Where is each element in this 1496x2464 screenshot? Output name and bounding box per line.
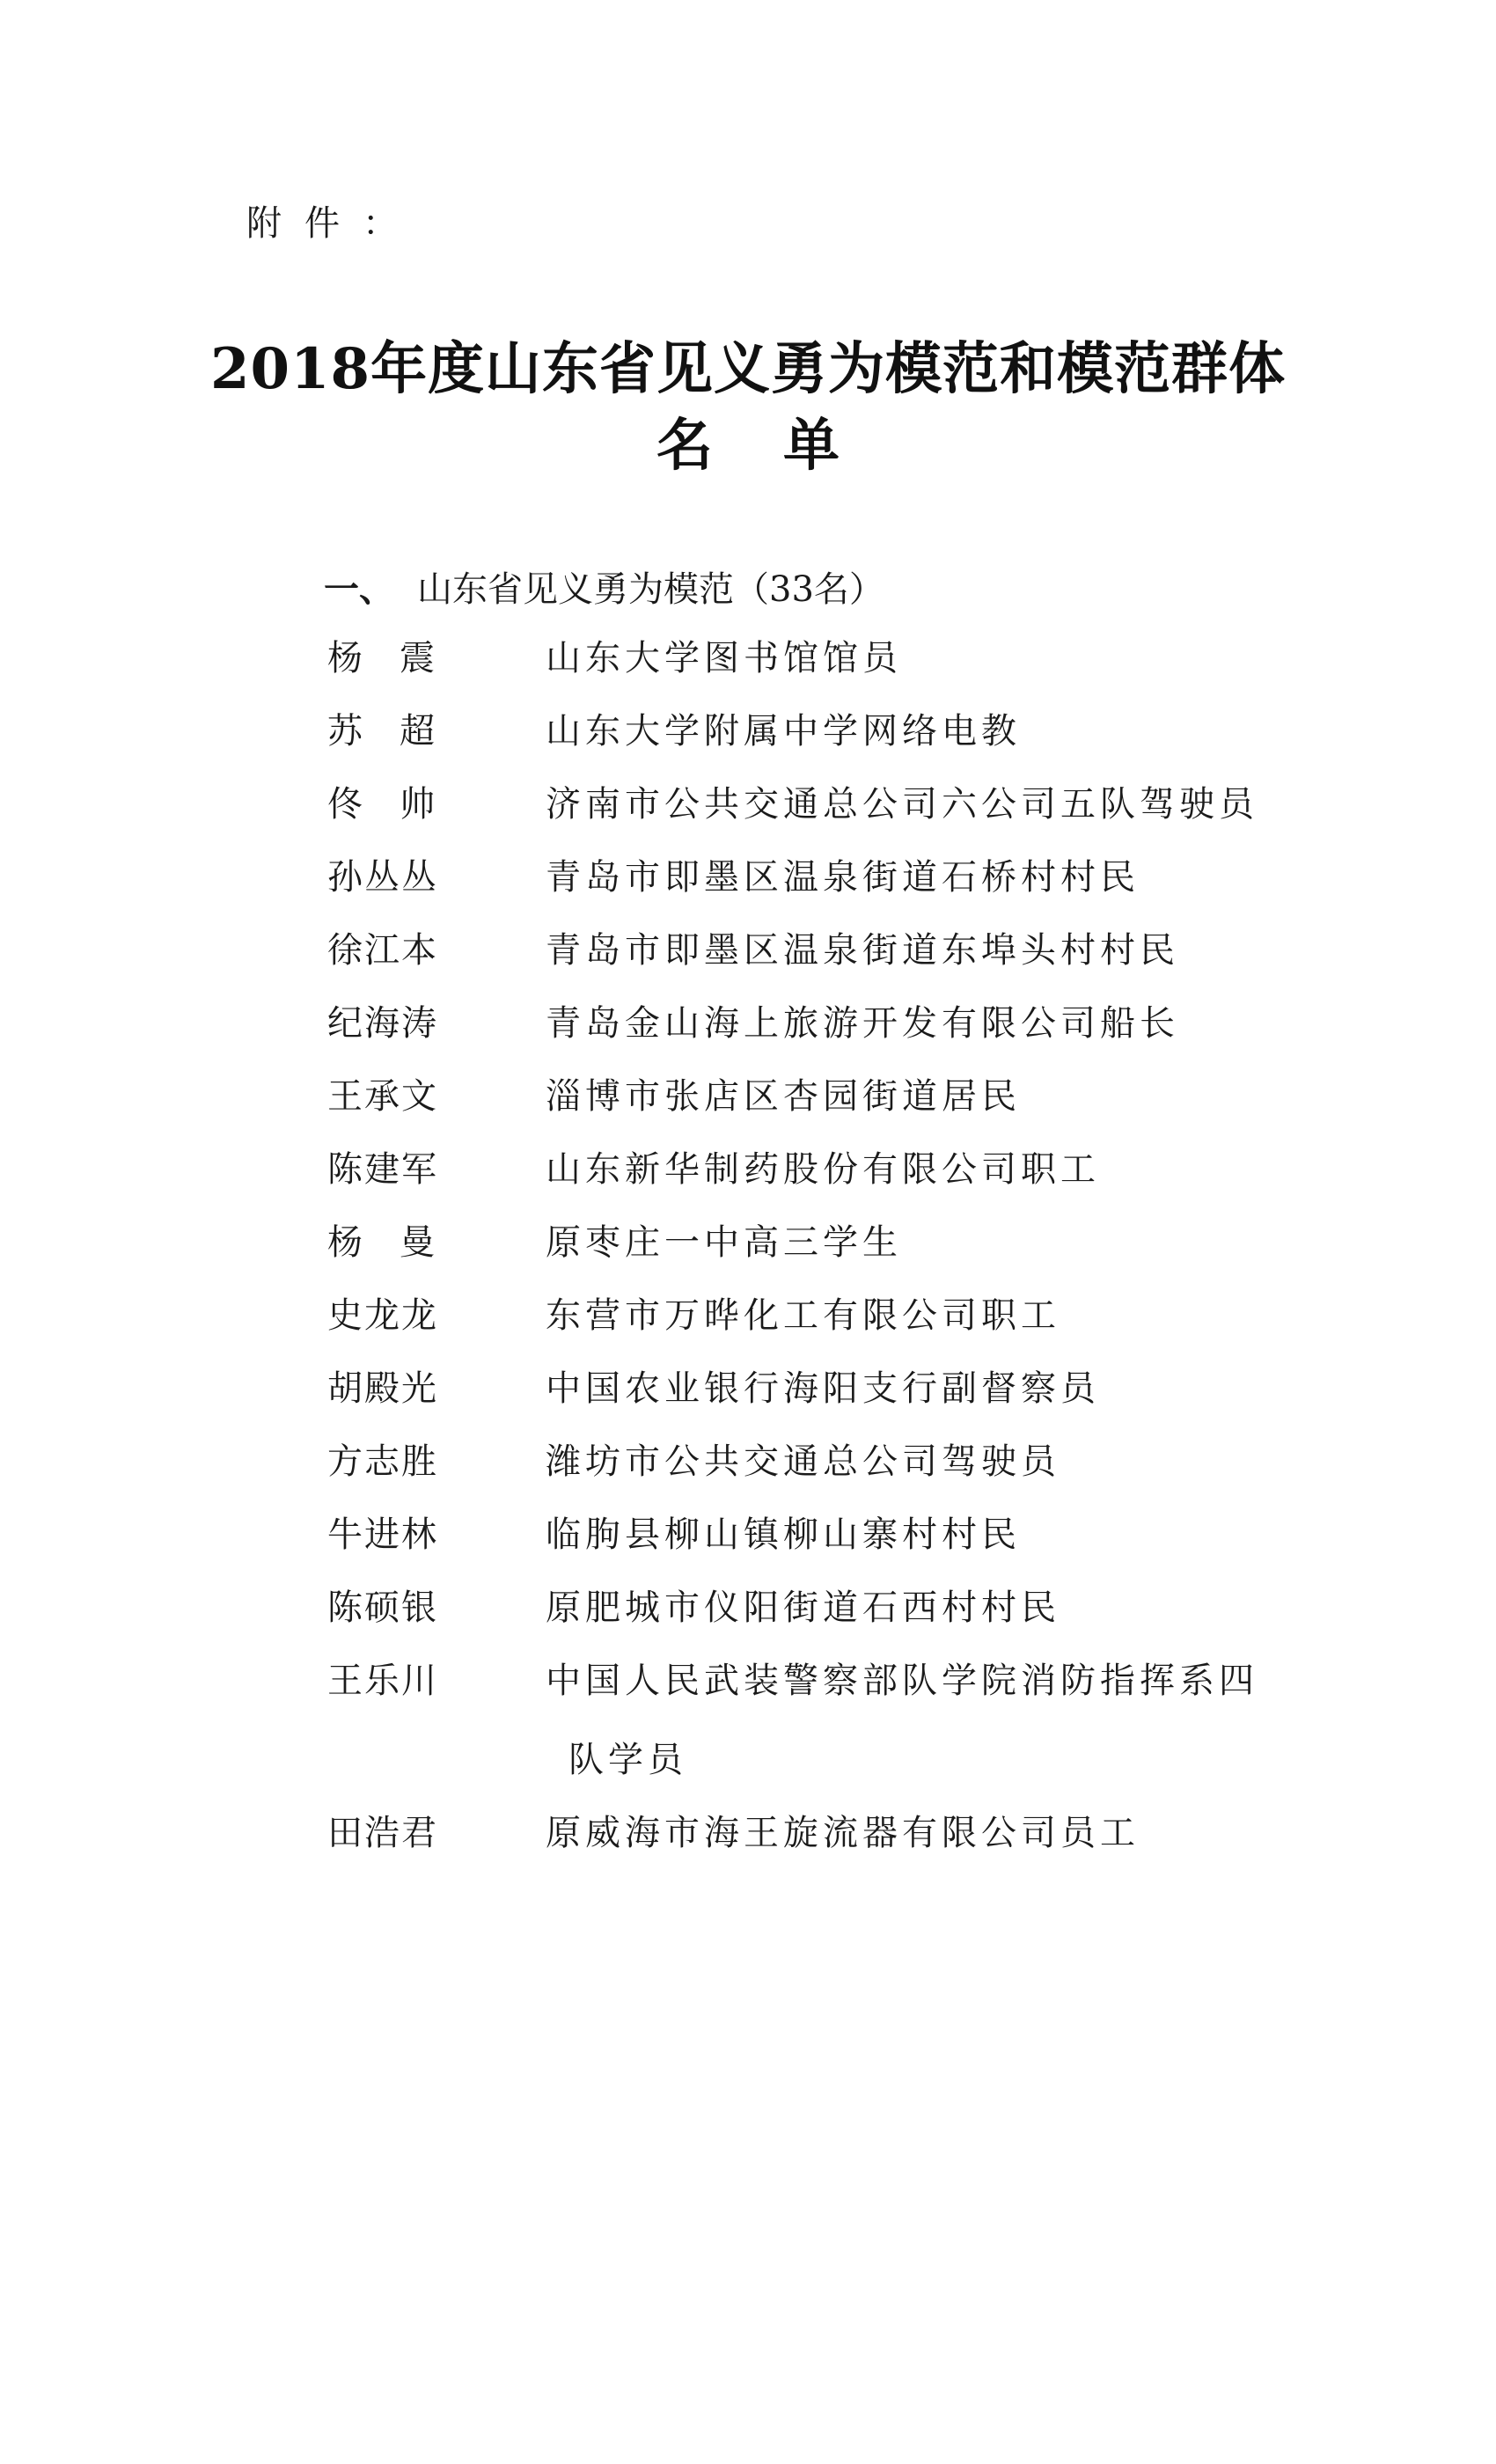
honoree-name: 王乐川 xyxy=(327,1661,438,1701)
honoree-name: 方志胜 xyxy=(327,1441,438,1482)
honoree-description: 中国农业银行海阳支行副督察员 xyxy=(546,1368,1100,1409)
section-number: 一、 xyxy=(324,568,394,610)
list-item xyxy=(327,1435,1295,1488)
list-item xyxy=(327,1807,1295,1859)
list-item xyxy=(327,705,1295,758)
list-item xyxy=(327,1143,1295,1196)
honoree-description: 原威海市海王旋流器有限公司员工 xyxy=(546,1813,1140,1853)
honoree-name: 佟帅 xyxy=(327,784,472,825)
honoree-name: 苏超 xyxy=(327,711,472,752)
honoree-name: 陈硕银 xyxy=(327,1588,438,1628)
honoree-description: 东营市万晔化工有限公司职工 xyxy=(546,1295,1060,1336)
section-heading xyxy=(324,561,884,612)
honoree-description: 山东大学图书馆馆员 xyxy=(546,638,902,678)
honoree-description: 潍坊市公共交通总公司驾驶员 xyxy=(546,1441,1060,1482)
honoree-description: 山东大学附属中学网络电教 xyxy=(546,711,1021,752)
honoree-name: 杨曼 xyxy=(327,1222,472,1263)
honoree-description: 临朐县柳山镇柳山寨村村民 xyxy=(546,1514,1021,1555)
honoree-description-block xyxy=(546,1654,1295,1786)
list-item xyxy=(327,1070,1295,1123)
list-item xyxy=(327,1289,1295,1342)
honoree-name: 田浩君 xyxy=(327,1813,438,1853)
list-item xyxy=(327,1508,1295,1561)
list-item xyxy=(327,778,1295,831)
honoree-description: 青岛金山海上旅游开发有限公司船长 xyxy=(546,1003,1179,1044)
document-subtitle: 名单 xyxy=(656,413,910,479)
honoree-description: 青岛市即墨区温泉街道东埠头村村民 xyxy=(546,930,1179,971)
list-item xyxy=(327,924,1295,977)
honoree-description: 青岛市即墨区温泉街道石桥村村民 xyxy=(546,857,1140,898)
honoree-name: 史龙龙 xyxy=(327,1295,438,1336)
honoree-description: 淄博市张店区杏园街道居民 xyxy=(546,1076,1021,1117)
honoree-name: 孙丛丛 xyxy=(327,857,438,898)
honoree-description: 原肥城市仪阳街道石西村村民 xyxy=(546,1588,1060,1628)
honoree-name: 纪海涛 xyxy=(327,1003,438,1044)
list-item xyxy=(327,1216,1295,1269)
honoree-description: 山东新华制药股份有限公司职工 xyxy=(546,1149,1100,1190)
honoree-name: 牛进林 xyxy=(327,1514,438,1555)
honoree-name: 陈建军 xyxy=(327,1149,438,1190)
list-item xyxy=(327,1362,1295,1415)
honoree-list xyxy=(327,632,1295,1880)
list-item xyxy=(327,1654,1295,1786)
honoree-description-continued: 队学员 xyxy=(568,1740,687,1780)
list-item xyxy=(327,1581,1295,1634)
list-item xyxy=(327,851,1295,904)
attachment-label: 附件： xyxy=(246,203,421,244)
honoree-name: 徐江本 xyxy=(327,930,438,971)
honoree-name: 杨震 xyxy=(327,638,472,678)
list-item xyxy=(327,997,1295,1050)
honoree-description: 原枣庄一中高三学生 xyxy=(546,1222,902,1263)
document-title: 2018年度山东省见义勇为模范和模范群体 xyxy=(209,336,1287,402)
list-item xyxy=(327,632,1295,685)
honoree-name: 胡殿光 xyxy=(327,1368,438,1409)
honoree-name: 王承文 xyxy=(327,1076,438,1117)
honoree-description: 济南市公共交通总公司六公司五队驾驶员 xyxy=(546,784,1258,825)
honoree-description: 中国人民武装警察部队学院消防指挥系四 xyxy=(546,1661,1258,1701)
section-heading-text: 山东省见义勇为模范（33名） xyxy=(417,569,884,610)
